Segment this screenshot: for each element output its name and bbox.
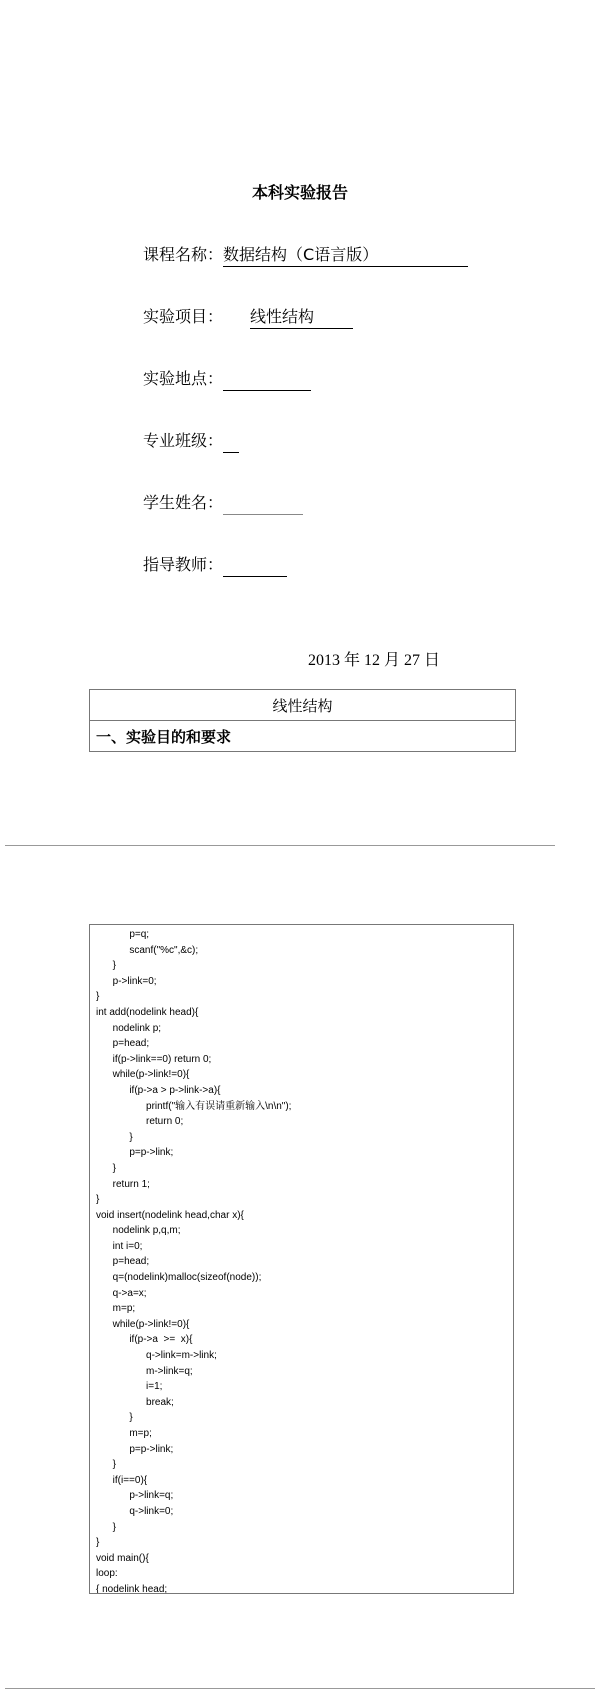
page-divider [5, 1688, 595, 1689]
code-line: q->link=0; [96, 1505, 174, 1517]
code-line: printf("输入有误请重新输入\n\n"); [96, 1100, 292, 1112]
field-value [223, 514, 303, 515]
course-name-field [143, 243, 468, 267]
report-header-table [89, 689, 516, 752]
code-line: p->link=0; [96, 975, 157, 987]
code-line: while(p->link!=0){ [96, 1318, 190, 1330]
teacher-field [143, 553, 287, 577]
field-label: 实验项目： [143, 307, 224, 326]
field-label: 学生姓名： [143, 493, 224, 512]
code-line: q=(nodelink)malloc(sizeof(node)); [96, 1272, 262, 1284]
field-label: 专业班级： [143, 431, 224, 450]
code-line: void main(){ [96, 1552, 149, 1564]
field-value: 线性结构 [250, 306, 353, 329]
code-line: } [96, 960, 117, 972]
field-label: 课程名称： [143, 245, 224, 264]
code-line: } [96, 1537, 100, 1549]
code-line: } [96, 1162, 117, 1174]
field-value [223, 576, 287, 577]
code-line: p=q; [96, 929, 150, 940]
code-line: m=p; [96, 1303, 136, 1315]
code-line: { nodelink head; [96, 1583, 168, 1594]
code-line: return 0; [96, 1116, 184, 1128]
field-label: 实验地点： [143, 369, 224, 388]
student-field [143, 491, 303, 515]
class-field [143, 429, 239, 453]
code-line: if(p->a > p->link->a){ [96, 1084, 221, 1096]
code-line: if(p->link==0) return 0; [96, 1053, 212, 1065]
code-line: while(p->link!=0){ [96, 1069, 190, 1081]
code-line: } [96, 1194, 100, 1206]
code-line: if(i==0){ [96, 1474, 148, 1486]
field-value: 数据结构（C语言版） [223, 244, 468, 267]
code-line: loop: [96, 1568, 118, 1580]
code-line: m->link=q; [96, 1365, 193, 1377]
code-line: int add(nodelink head){ [96, 1006, 199, 1018]
code-line: } [96, 991, 100, 1003]
code-line: } [96, 1131, 133, 1143]
code-line: nodelink p; [96, 1022, 162, 1034]
code-line: return 1; [96, 1178, 150, 1190]
code-line: i=1; [96, 1381, 163, 1393]
code-line: } [96, 1521, 117, 1533]
section-heading-cell: 一、实验目的和要求 [90, 721, 516, 752]
code-line: m=p; [96, 1428, 152, 1439]
report-date: 2013 年 12 月 27 日 [308, 652, 441, 669]
code-line: if(p->a >= x){ [96, 1334, 193, 1346]
page-divider [5, 845, 555, 846]
experiment-title-cell: 线性结构 [90, 690, 516, 721]
code-line: } [96, 1412, 133, 1424]
code-line: scanf("%c",&c); [96, 944, 199, 956]
code-line: p=p->link; [96, 1147, 174, 1159]
code-line: p=head; [96, 1256, 150, 1268]
report-title: 本科实验报告 [251, 183, 348, 202]
code-line: int i=0; [96, 1240, 143, 1252]
code-line: q->a=x; [96, 1287, 147, 1299]
field-label: 指导教师： [143, 555, 224, 574]
code-line: p=head; [96, 1038, 150, 1050]
field-value [223, 390, 311, 391]
code-listing [89, 924, 514, 1594]
code-line: p=p->link; [96, 1443, 174, 1455]
code-line: nodelink p,q,m; [96, 1225, 181, 1237]
code-line: void insert(nodelink head,char x){ [96, 1209, 244, 1221]
code-line: p->link=q; [96, 1490, 174, 1502]
code-line: q->link=m->link; [96, 1350, 217, 1362]
field-value [223, 452, 239, 453]
project-field [143, 305, 353, 329]
code-line: break; [96, 1396, 174, 1408]
location-field [143, 367, 311, 391]
code-line: } [96, 1459, 117, 1471]
